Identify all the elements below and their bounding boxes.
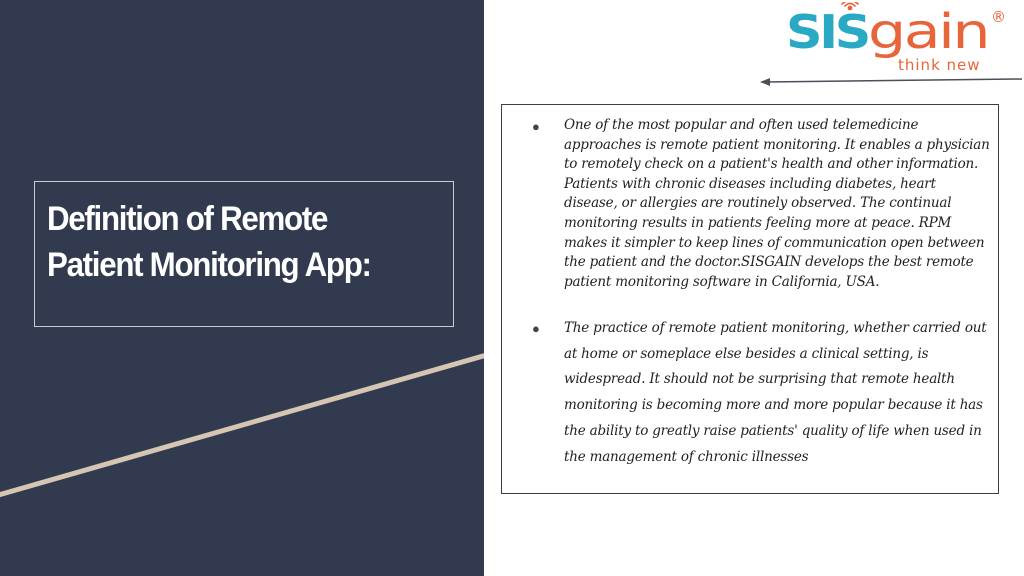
bullet-text: The practice of remote patient monitoring, whether carried out at home or someplace else besides a clinical setting, is widespread. It should not be surprising that remote health monitoring is becoming more and more popular because it has the ability to greatly raise patients' quality of life when used in the management of chronic illnesses <box>564 320 987 465</box>
sisgain-logo <box>784 2 1016 76</box>
bullet-dot-icon: ● <box>532 321 540 336</box>
bullet-dot-icon: ● <box>532 119 540 134</box>
logo-tagline: think new <box>898 56 981 74</box>
left-panel <box>0 0 484 576</box>
svg-text:SIS: SIS <box>786 5 868 59</box>
bullet-text: One of the most popular and often used telemedicine approaches is remote patient monitoring. It enables a physician to remotely check on a patient's health and other information. Patients with chronic diseases including diabetes, heart disease, or allergies are routinely observed. The continual monitoring results in patients feeling more at peace. RPM makes it simpler to keep lines of communication open between the patient and the doctor.SISGAIN develops the best remote patient monitoring software in California, USA. <box>564 117 990 290</box>
content-box <box>501 104 999 494</box>
arrow-left-icon <box>760 76 1024 88</box>
svg-text:gain: gain <box>868 4 988 60</box>
registered-mark: ® <box>991 8 1006 26</box>
slide-title: Definition of Remote Patient Monitoring App: <box>47 200 371 284</box>
title-box <box>34 181 454 327</box>
